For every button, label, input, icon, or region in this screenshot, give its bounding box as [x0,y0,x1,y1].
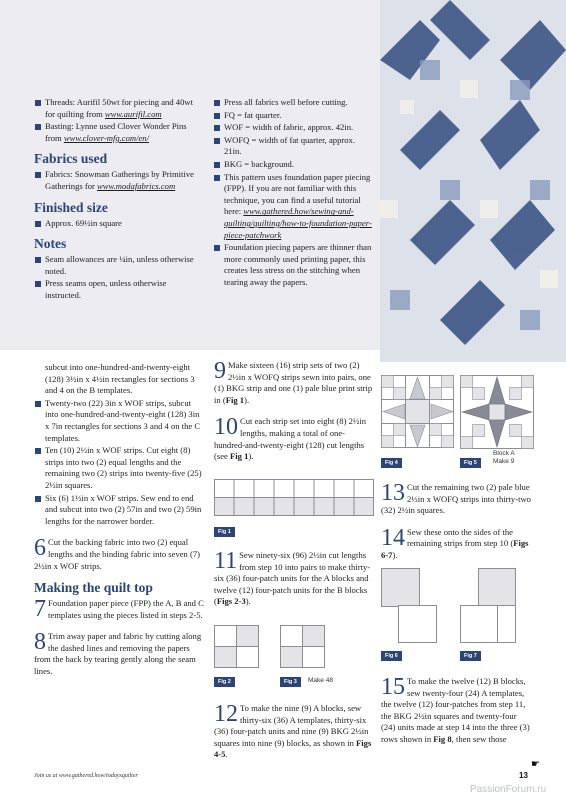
threads-text: Threads: Aurifil 50wt for piecing and 40wt for quilting from [45,97,193,119]
notes-item: Press seams open, unless otherwise instructed. [34,278,204,301]
figure-3 [280,625,326,674]
fig5-note [493,450,515,466]
fig5-note-make: Make 9 [493,458,515,465]
step-15 [381,676,531,746]
step-15-fig-ref: Fig 8 [433,733,452,744]
fig1-strip-diagram [214,479,374,517]
step-6 [34,537,204,572]
step-8 [34,621,204,677]
step-6-text: Cut the backing fabric into two (2) equal lengths and the binding fabric into seven (7) 2½in x WOF strips. [34,537,201,571]
fig7-label: Fig 7 [460,651,481,661]
step-10-text: Cut each strip set into eight (8) 2½in lengths, making a total of one-hundred-and-twenty-eight (128) cut lengths (see [214,416,367,462]
step-9-number: 9 [214,358,226,384]
fig1-label: Fig 1 [214,527,235,537]
step-11-fig-ref: Figs 2-3 [216,596,246,607]
step-9 [214,360,374,406]
step-14-end: ). [392,549,398,560]
step-14-text: Sew these onto the sides of the remaining strips from step 10 ( [407,526,514,549]
fig2-label: Fig 2 [214,677,235,687]
list-item: Six (6) 1½in x WOF strips. Sew end to end and subcut into two (2) 57in and two (2) 59in lengths for the narrower border. [34,493,204,528]
step-10-number: 10 [214,414,238,441]
step-12-text: To make the nine (9) A blocks, sew thirty-six (36) A templates, thirty-six (36) four-patch units and nine (9) BKG 2½in squares into nine (9) blocks, as shown in [214,703,369,748]
list-item: FQ = fat quarter. [213,110,373,122]
fig5-block-a [460,375,534,449]
step-12-fig-ref: Figs 4-5 [214,737,372,760]
list-item: WOFQ = width of fat quarter, approx. 21in. [213,135,373,158]
step-15-number: 15 [381,674,405,700]
figure-2 [214,625,260,674]
list-item [34,169,204,192]
page-number: 13 [519,771,528,780]
step-6-number: 6 [34,535,46,562]
column-1 [34,362,204,678]
figure-7 [460,568,516,649]
step-9-fig-ref: Fig 1 [225,394,245,405]
step-15-text: To make the twelve (12) B blocks, sew twenty-four (24) A templates, the twelve (12) four-patches from step 11, the BKG 2½in squares and twenty-four (24) units made at step 14 into the three (3) rows shown in [381,676,530,744]
fig7-diagram [460,568,516,644]
figure-1 [214,479,374,522]
step-9-end: ). [244,394,250,405]
list-item [34,121,204,144]
list-item [34,97,204,120]
fig4-label: Fig 4 [381,458,402,468]
step-7-text: Foundation paper piece (FPP) the A, B and C templates using the pieces listed in steps 2-5. [48,598,204,620]
fig4-block-layout [381,375,455,449]
step-13-number: 13 [381,480,405,506]
step-14 [381,517,531,562]
list-item: Press all fabrics well before cutting. [213,97,373,109]
step-11-end: ). [245,596,251,607]
step-15-end: , then sew those [451,733,507,744]
figure-4 [381,375,455,454]
footer-url[interactable]: Join us at www.gathered.how/todaysquilter [34,773,138,779]
figure-6 [381,568,437,649]
list-item: BKG = background. [213,159,373,171]
fig5-label: Fig 5 [460,458,481,468]
step-8-text: Trim away paper and fabric by cutting along the dashed lines and removing the papers from the back by tearing gently along the seam lines. [34,631,202,677]
figure-5 [460,375,534,454]
step-13 [381,482,531,517]
finished-size-item: Approx. 69½in square [34,218,204,230]
column-3 [381,482,531,562]
fabrics-text: Fabrics: Snowman Gatherings by Primitive Gatherings for [45,169,194,191]
step-11 [214,550,374,608]
step-10-end: ). [248,451,254,462]
fig3-note: Make 48 [308,677,333,684]
fig3-four-patch [280,625,326,669]
column-2-bottom [214,703,374,761]
clover-link[interactable]: www.clover-mfg.com/en/ [63,132,149,143]
fig5-note-block: Block A [493,450,515,457]
notes-column [213,97,373,290]
step-14-fig-ref: Figs 6-7 [381,538,529,560]
watermark: PassionForum.ru [470,784,547,795]
list-item: WOF = width of fabric, approx. 42in. [213,122,373,134]
quilt-photo [380,0,566,362]
fabrics-heading: Fabrics used [34,151,108,167]
basting-text: Basting: Lynne used Clover Wonder Pins from [45,121,187,143]
step-13-text: Cut the remaining two (2) pale blue 2½in x WOFQ strips into thirty-two (32) 2½in squares. [381,482,531,516]
step-14-number: 14 [381,524,405,551]
making-heading: Making the quilt top [34,580,153,596]
step-10-fig-ref: Fig 1 [229,451,249,462]
notes-heading: Notes [34,236,67,252]
fig3-label: Fig 3 [280,677,301,687]
step-10 [214,406,374,462]
fig2-four-patch [214,625,260,669]
list-item [213,172,373,242]
cutting-continued: subcut into one-hundred-and-twenty-eight (128) 3½in x 4½in rectangles for sections 3 and 4 on the B templates. [45,362,195,396]
moda-link[interactable]: www.modafabrics.com [97,180,176,191]
step-7-number: 7 [34,596,46,623]
step-11-number: 11 [214,548,238,574]
finished-size-heading: Finished size [34,199,108,215]
fig6-diagram [381,568,437,644]
aurifil-link[interactable]: www.aurifil.com [104,108,162,119]
column-2 [214,360,374,463]
step-12-end: . [225,749,228,760]
list-item: Twenty-two (22) 3in x WOF strips, subcut into one-hundred-and-twenty-eight (128) 3in x 7in rectangles for sections 3 and 4 on the C templates. [34,398,204,444]
column-2-lower [214,550,374,608]
column-3-bottom [381,676,531,746]
notes-item: Seam allowances are ¼in, unless otherwise noted. [34,254,204,277]
step-7 [34,598,204,621]
list-item: Foundation piecing papers are thinner than more commonly used printing paper, this creates less stress on the stitching when tearing away the papers. [213,242,373,288]
fpp-tutorial-link[interactable]: www.gathered.how/sewing-and-quilting/quilting/how-to-foundation-paper-piece-patchwork [224,206,372,240]
pointing-hand-icon: ☛ [531,759,540,770]
materials-column [34,97,204,303]
step-11-text: Sew ninety-six (96) 2½in cut lengths from step 10 into pairs to make thirty-six (36) four-patch units for the A blocks and twelve (12) four-patch units for the B blocks ( [214,550,371,607]
step-8-number: 8 [34,629,46,656]
fpp-text: This pattern uses foundation paper piecing (FPP). If you are not familiar with this technique, you can find a useful tutorial here: [224,171,371,217]
step-12-number: 12 [214,701,238,727]
step-9-text: Make sixteen (16) strip sets of two (2) 2½in x WOFQ strips sewn into pairs, one (1) BKG strip and one (1) pale blue print strip in ( [214,360,373,405]
step-12 [214,703,374,761]
list-item: Ten (10) 2½in x WOF strips. Cut eight (8) strips into two (2) equal lengths and the remaining two (2) strips into twenty-five (25) 2½in squares. [34,445,204,491]
fig6-label: Fig 6 [381,651,402,661]
